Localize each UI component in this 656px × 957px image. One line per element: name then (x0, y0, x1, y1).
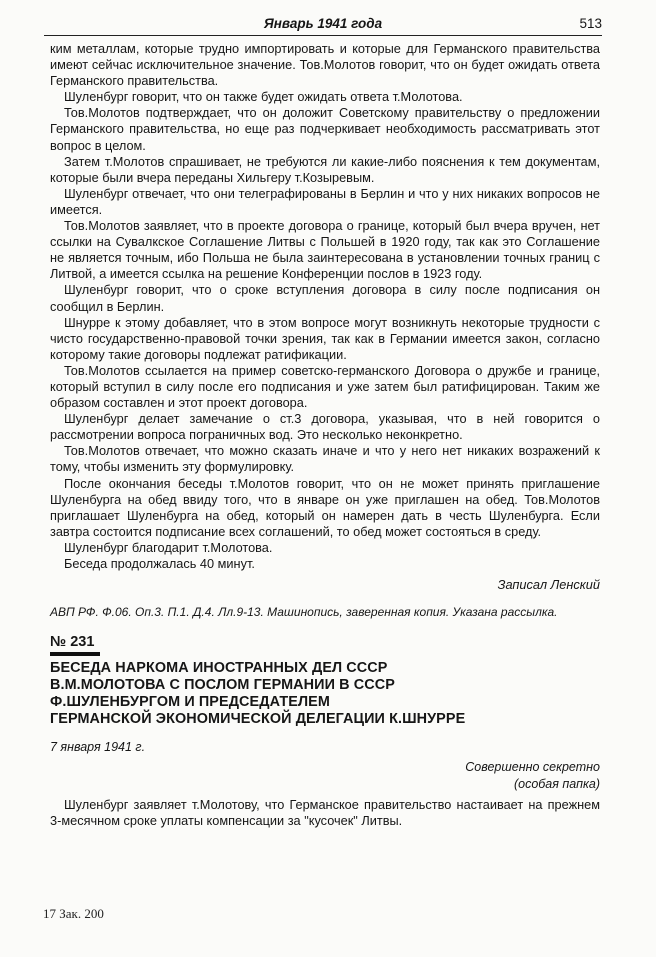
classification-label: Совершенно секретно (465, 759, 600, 774)
document-title-line: ГЕРМАНСКОЙ ЭКОНОМИЧЕСКОЙ ДЕЛЕГАЦИИ К.ШНУРРЕ (50, 711, 466, 728)
paragraph: Затем т.Молотов спрашивает, не требуются ли какие-либо пояснения к тем документам, которые были вчера переданы Хильгеру т.Козыревым. (50, 153, 600, 185)
page-header (44, 15, 602, 36)
paragraph: Тов.Молотов отвечает, что можно сказать иначе и что у него нет никаких возражений к тому, чтобы изменить эту формулировку. (50, 443, 600, 475)
page-number: 513 (579, 16, 602, 31)
document-title-line: Ф.ШУЛЕНБУРГОМ И ПРЕДСЕДАТЕЛЕМ (50, 694, 330, 711)
classification-block (50, 759, 600, 793)
paragraph: Беседа продолжалась 40 минут. (64, 556, 255, 571)
archive-note: АВП РФ. Ф.06. Оп.3. П.1. Д.4. Лл.9-13. Машинопись, заверенная копия. Указана рассылка. (50, 605, 558, 620)
paragraph: ким металлам, которые трудно импортировать и которые для Германского правительства имеют сейчас исключительное значение. Тов.Молотов говорит, что он будет ожидать ответа Германского правительства. (50, 41, 600, 89)
document-title-line: В.М.МОЛОТОВА С ПОСЛОМ ГЕРМАНИИ В СССР (50, 676, 395, 693)
paragraph: Шуленбург говорит, что о сроке вступления договора в силу после подписания он сообщил в Берлин. (50, 282, 600, 314)
paragraph: Шуленбург отвечает, что они телеграфированы в Берлин и что у них никаких вопросов не имеется. (50, 185, 600, 217)
document-number-rule (50, 652, 100, 656)
document-number: № 231 (50, 633, 95, 650)
printer-mark: 17 Зак. 200 (43, 906, 104, 921)
document-title (50, 660, 600, 729)
paragraph: Шуленбург делает замечание о ст.3 договора, указывая, что в ней говорится о рассмотрении вопроса пограничных вод. Это несколько неконкретно. (50, 411, 600, 443)
document-title-line: БЕСЕДА НАРКОМА ИНОСТРАННЫХ ДЕЛ СССР (50, 659, 388, 676)
paragraph: Тов.Молотов ссылается на пример советско-германского Договора о дружбе и границе, который вступил в силу после его подписания и уже затем был ратифицирован. Таким же образом составлен и этот проект договора. (50, 362, 600, 411)
paragraph: Шуленбург заявляет т.Молотову, что Германское правительство настаивает на прежнем 3-месячном сроке уплаты компенсации за "кусочек" Литвы. (50, 796, 600, 828)
signature: Записал Ленский (497, 577, 600, 593)
paragraph: После окончания беседы т.Молотов говорит, что он не может принять приглашение Шуленбурга на обед ввиду того, что в январе он уже приглашен на обед. Тов.Молотов приглашает Шуленбурга на обед, который он намерен дать в честь Шуленбурга. Если завтра состоится подписание всех соглашений, то обед может состояться в среду. (50, 475, 600, 539)
folder-label: (особая папка) (513, 776, 600, 791)
paragraph: Шнурре к этому добавляет, что в этом вопросе могут возникнуть некоторые трудности с чисто государственно-правовой точки зрения, так как в Германии имеется закон, согласно которому такие договоры подлежат ратификации. (50, 314, 600, 362)
paragraph: Тов.Молотов подтверждает, что он доложит Советскому правительству о предложении Германского правительства, но еще раз подчеркивает необходимость рассматривать этот вопрос в целом. (50, 105, 600, 153)
document-number-block (50, 633, 600, 656)
paragraph: Тов.Молотов заявляет, что в проекте договора о границе, который был вчера вручен, нет ссылки на Сувалкское Соглашение Литвы с Польшей в 1920 году, так как это Соглашение не является точным, ибо Польша не была заинтересована в установлении точных границ с Литвой, а имеется ссылка на решение Конференции послов в 1923 году. (50, 218, 600, 282)
running-title: Январь 1941 года (263, 16, 383, 31)
document-date: 7 января 1941 г. (50, 739, 146, 754)
paragraph: Шуленбург благодарит т.Молотова. (64, 539, 273, 555)
paragraph: Шуленбург говорит, что он также будет ожидать ответа т.Молотова. (64, 89, 463, 105)
main-text (50, 41, 600, 829)
